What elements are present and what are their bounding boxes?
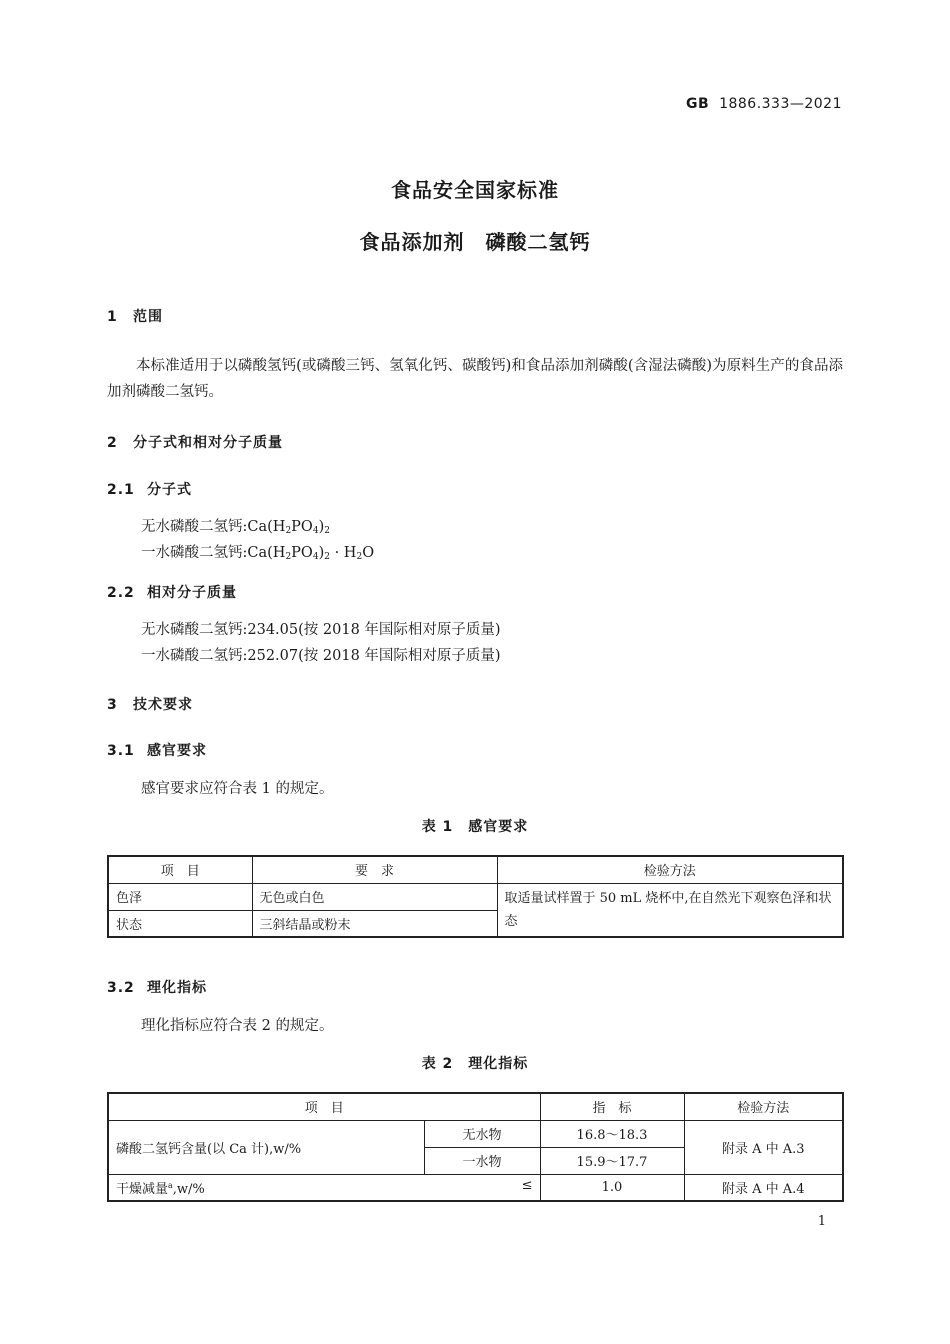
footnote-marker: a bbox=[168, 1180, 173, 1190]
section-2-heading bbox=[107, 432, 283, 452]
section-title: 相对分子质量 bbox=[147, 585, 237, 601]
table-cell-item bbox=[108, 1174, 540, 1201]
table-cell: 色泽 bbox=[108, 883, 252, 910]
table-cell-value: 15.9～17.7 bbox=[540, 1147, 684, 1174]
subtitle-part-a: 食品添加剂 bbox=[359, 230, 465, 254]
page-number: 1 bbox=[817, 1214, 826, 1229]
table-cell-sublabel: 一水物 bbox=[424, 1147, 540, 1174]
document-title: 食品安全国家标准 bbox=[391, 178, 559, 202]
section-2-2-heading bbox=[107, 582, 237, 602]
table-cell-method: 附录 A 中 A.4 bbox=[684, 1174, 843, 1201]
section-number: 2.1 bbox=[107, 482, 135, 498]
formula-monohydrate: 一水磷酸二氢钙$:Ca(H_2PO_4)_2 \cdot H_2O$ bbox=[141, 545, 375, 562]
formula-label: 无水磷酸二氢钙: bbox=[141, 519, 248, 535]
section-3-2-text: 理化指标应符合表 2 的规定。 bbox=[141, 1018, 334, 1034]
section-title: 分子式 bbox=[147, 482, 192, 498]
section-number: 3 bbox=[107, 697, 118, 713]
molecular-mass-monohydrate: 一水磷酸二氢钙:252.07(按 2018 年国际相对原子质量) bbox=[141, 648, 501, 664]
item-text: 磷酸二氢钙含量(以 Ca 计),w/% bbox=[116, 1141, 302, 1157]
table-2 bbox=[107, 1092, 844, 1202]
section-1-text: 本标准适用于以磷酸氢钙(或磷酸三钙、氢氧化钙、碳酸钙)和食品添加剂磷酸(含湿法磷酸)为原料生产的食品添加剂磷酸二氢钙。 bbox=[107, 358, 843, 400]
standard-number bbox=[686, 96, 842, 112]
table-row bbox=[108, 1174, 843, 1201]
table-header-row bbox=[108, 856, 843, 883]
subtitle-part-b: 磷酸二氢钙 bbox=[485, 230, 591, 254]
table-cell-sublabel: 无水物 bbox=[424, 1120, 540, 1147]
section-title: 范围 bbox=[133, 309, 163, 325]
molecular-mass-anhydrous: 无水磷酸二氢钙:234.05(按 2018 年国际相对原子质量) bbox=[141, 622, 501, 638]
section-2-1-heading bbox=[107, 479, 192, 499]
table-cell-value: 1.0 bbox=[540, 1174, 684, 1201]
table-2-caption: 表 2 理化指标 bbox=[421, 1056, 529, 1072]
table-cell: 无色或白色 bbox=[252, 883, 497, 910]
less-equal-sign: ≤ bbox=[521, 1177, 533, 1193]
table-header-cell: 检验方法 bbox=[684, 1093, 843, 1120]
item-unit: ,w/% bbox=[172, 1181, 205, 1197]
section-title: 技术要求 bbox=[133, 697, 193, 713]
section-3-1-heading bbox=[107, 740, 207, 760]
table-header-row bbox=[108, 1093, 843, 1120]
formula-anhydrous: 无水磷酸二氢钙$:Ca(H_2PO_4)_2$ bbox=[141, 519, 330, 536]
section-number: 3.2 bbox=[107, 980, 135, 996]
item-text: 干燥减量 bbox=[116, 1181, 169, 1197]
table-cell-method: 取适量试样置于 50 mL 烧杯中,在自然光下观察色泽和状态 bbox=[497, 883, 843, 937]
table-row bbox=[108, 1120, 843, 1147]
section-title: 分子式和相对分子质量 bbox=[133, 435, 283, 451]
section-number: 2 bbox=[107, 435, 118, 451]
table-cell: 状态 bbox=[108, 910, 252, 937]
formula-label: 一水磷酸二氢钙: bbox=[141, 545, 248, 561]
table-cell-value: 16.8～18.3 bbox=[540, 1120, 684, 1147]
section-title: 理化指标 bbox=[147, 980, 207, 996]
table-header-cell: 项 目 bbox=[108, 856, 252, 883]
table-cell: 三斜结晶或粉末 bbox=[252, 910, 497, 937]
section-number: 2.2 bbox=[107, 585, 135, 601]
table-header-cell: 要 求 bbox=[252, 856, 497, 883]
table-cell-item bbox=[108, 1120, 424, 1174]
standard-code: 1886.333—2021 bbox=[719, 96, 842, 112]
table-header-cell: 项 目 bbox=[108, 1093, 540, 1120]
section-number: 3.1 bbox=[107, 743, 135, 759]
section-1-heading bbox=[107, 306, 163, 326]
document-subtitle bbox=[0, 226, 950, 255]
table-1-caption: 表 1 感官要求 bbox=[421, 819, 529, 835]
section-title: 感官要求 bbox=[147, 743, 207, 759]
table-cell-method: 附录 A 中 A.3 bbox=[684, 1120, 843, 1174]
table-row bbox=[108, 883, 843, 910]
table-header-cell: 指 标 bbox=[540, 1093, 684, 1120]
table-1 bbox=[107, 855, 844, 938]
table-header-cell: 检验方法 bbox=[497, 856, 843, 883]
section-3-heading bbox=[107, 694, 193, 714]
section-3-1-text: 感官要求应符合表 1 的规定。 bbox=[141, 781, 334, 797]
standard-prefix: GB bbox=[685, 96, 710, 112]
section-number: 1 bbox=[107, 309, 118, 325]
section-3-2-heading bbox=[107, 977, 207, 997]
